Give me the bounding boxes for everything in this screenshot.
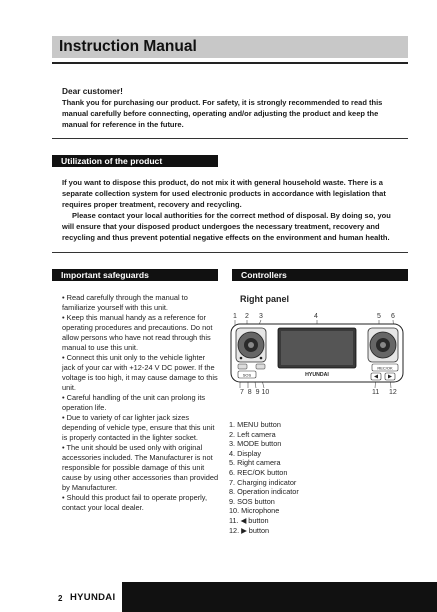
- page-number: 2: [58, 594, 63, 603]
- bottom-callouts: [240, 389, 269, 396]
- callout-number: 5: [377, 313, 381, 320]
- callout-number: 6: [391, 313, 395, 320]
- callout-number: 3: [259, 313, 263, 320]
- controllers-heading: Controllers: [232, 269, 408, 281]
- menu-button: [238, 364, 247, 369]
- callout-number: 11: [372, 389, 380, 396]
- device-brand: HYUNDAI: [305, 372, 329, 378]
- svg-text:SOS: SOS: [242, 372, 252, 378]
- list-item: 6. REC/OK button: [229, 467, 288, 477]
- list-item: • Keep this manual handy as a reference for operating procedures and precautions. Do not allow persons who have not read through this manual to use this unit.: [62, 313, 213, 352]
- svg-text:REC/OK: REC/OK: [377, 365, 393, 371]
- greeting: Dear customer!: [62, 86, 123, 96]
- controls-list: [229, 420, 299, 535]
- callout-number: 10: [261, 389, 270, 396]
- list-item: • Due to variety of car lighter jack sizes depending of vehicle type, ensure that this unit is properly contacted in the lighter socket.: [62, 413, 215, 442]
- operation-indicator: [260, 357, 263, 360]
- list-item: 3. MODE button: [229, 439, 282, 449]
- callout-number: 7: [240, 389, 244, 396]
- section-divider: [52, 138, 408, 139]
- list-item: 9. SOS button: [229, 496, 275, 506]
- section-divider: [52, 252, 408, 253]
- callout-number: 12: [389, 389, 397, 396]
- callout-number: 9: [255, 389, 260, 396]
- list-item: • Connect this unit only to the vehicle lighter jack of your car with +12-24 V DC power. If the voltage is too high, it may cause damage to this unit.: [62, 353, 218, 392]
- list-item: 10. Microphone: [229, 506, 280, 516]
- list-item: • Read carefully through the manual to familiarize yourself with this unit.: [62, 293, 188, 312]
- callout-number: 8: [247, 389, 252, 396]
- panel-title: Right panel: [240, 294, 289, 304]
- safeguards-heading: Important safeguards: [52, 269, 218, 281]
- callout-number: 2: [245, 313, 249, 320]
- list-item: 7. Charging indicator: [229, 477, 297, 487]
- charging-indicator: [240, 357, 243, 360]
- footer-margin: [0, 582, 52, 612]
- title-divider: [52, 62, 408, 64]
- list-item: 2. Left camera: [229, 429, 276, 439]
- bottom-callouts-right: [372, 389, 397, 396]
- list-item: 8. Operation indicator: [229, 487, 299, 497]
- page-title: Instruction Manual: [59, 38, 197, 55]
- list-item: 1. MENU button: [229, 420, 281, 429]
- callout-number: 4: [314, 313, 318, 320]
- utilization-heading: Utilization of the product: [52, 155, 218, 167]
- list-item: 11. ◀ button: [229, 515, 269, 525]
- list-item: 5. Right camera: [229, 458, 281, 468]
- list-item: • Should this product fail to operate properly, contact your local dealer.: [62, 493, 208, 512]
- safeguards-list: [62, 293, 220, 513]
- mode-button: [256, 364, 265, 369]
- utilization-paragraph-2: Please contact your local authorities for the correct method of disposal. By doing so, you will ensure that your disposed product undergoes the necessary treatment, recovery and recycling and thus prevent potential negative effects on the environment and human health.: [62, 211, 391, 242]
- callout-number: 1: [233, 313, 237, 320]
- intro-text: Thank you for purchasing our product. For safety, it is strongly recommended to read this manual carefully before connecting, operating and/or adjusting the product and keep the manual for reference in the future.: [62, 98, 383, 129]
- list-item: • Careful handling of the unit can prolong its operation life.: [62, 393, 206, 412]
- footer-brand-logo: HYUNDAI: [70, 592, 116, 603]
- utilization-paragraph-1: If you want to dispose this product, do not mix it with general household waste. There is a separate collection system for used electronic products in accordance with legislation that requires proper treatment, recovery and recycling.: [62, 178, 386, 209]
- list-item: 12. ▶ button: [229, 525, 270, 535]
- list-item: • The unit should be used only with original accessories included. The Manufacturer is not responsible for possible damage of this unit cause by using other accessories than provided by Manufacturer.: [62, 443, 219, 492]
- list-item: 4. Display: [229, 448, 262, 458]
- device-diagram: [228, 310, 408, 388]
